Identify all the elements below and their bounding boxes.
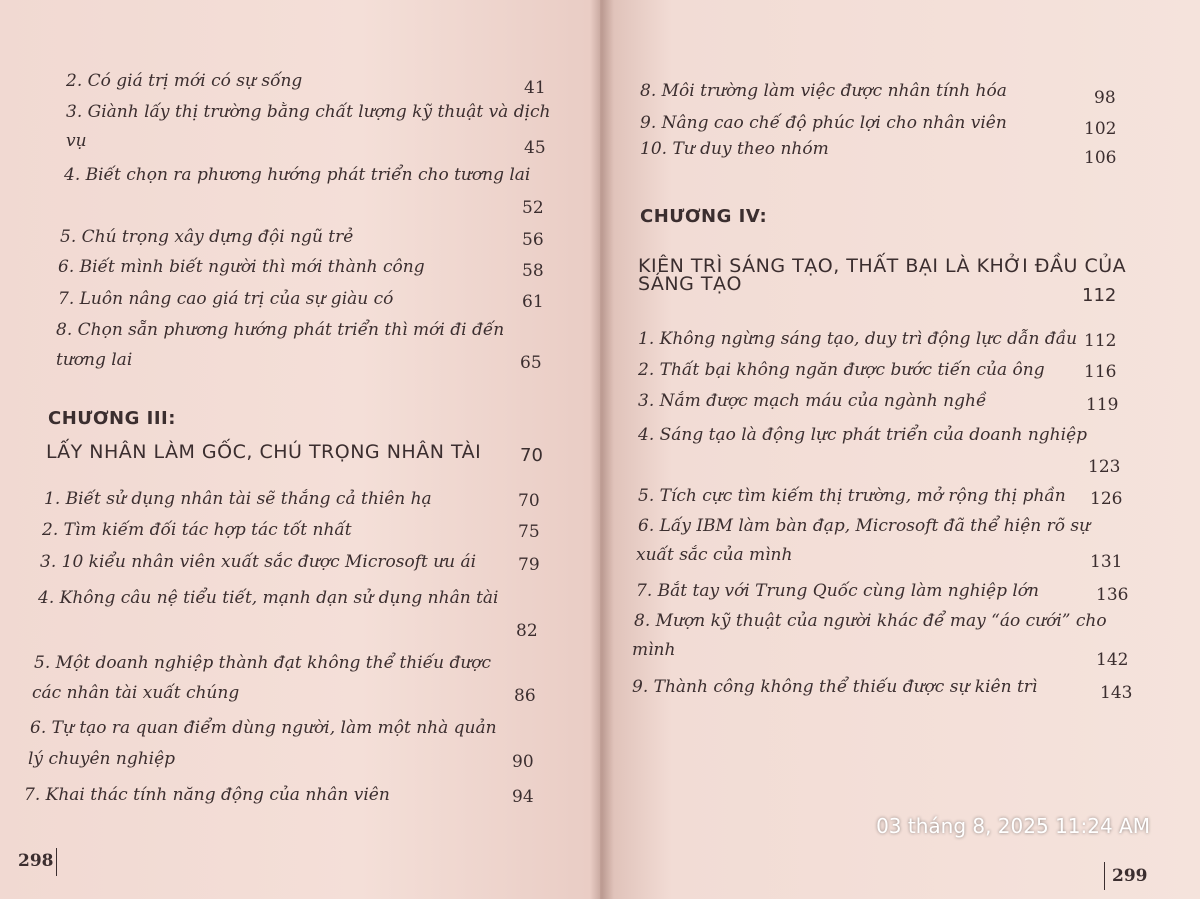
toc-entry-text: 4. Sáng tạo là động lực phát triển của doanh nghiệp <box>638 425 1088 445</box>
toc-entry-page: 75 <box>518 522 540 542</box>
toc-entry-page: 112 <box>1084 331 1117 351</box>
toc-entry-page: 136 <box>1096 585 1129 605</box>
toc-entry-text: 3. Nắm được mạch máu của ngành nghề <box>638 391 987 411</box>
toc-entry-page: 86 <box>514 686 536 706</box>
toc-entry-text: 3. 10 kiểu nhân viên xuất sắc được Microsoft ưu ái <box>40 552 477 572</box>
toc-entry-text: 6. Tự tạo ra quan điểm dùng người, làm một nhà quản <box>30 718 497 738</box>
chapter-page: 112 <box>1082 285 1117 306</box>
toc-entry-text: 2. Thất bại không ngăn được bước tiến của ông <box>638 360 1045 380</box>
toc-entry-page: 52 <box>522 198 544 218</box>
chapter-title-cont: SÁNG TẠO <box>638 273 742 295</box>
chapter-title: LẤY NHÂN LÀM GỐC, CHÚ TRỌNG NHÂN TÀI <box>46 441 482 463</box>
toc-entry-text: 9. Thành công không thể thiếu được sự kiên trì <box>632 677 1038 697</box>
toc-entry-page: 142 <box>1096 650 1129 670</box>
toc-entry-page: 126 <box>1090 489 1123 509</box>
page-number: 299 <box>1112 866 1148 886</box>
toc-entry-page: 123 <box>1088 457 1121 477</box>
toc-entry-page: 116 <box>1084 362 1117 382</box>
toc-entry-text: 4. Không câu nệ tiểu tiết, mạnh dạn sử dụng nhân tài <box>38 588 499 608</box>
photo-timestamp: 03 tháng 8, 2025 11:24 AM <box>876 814 1150 838</box>
toc-entry-text-cont: mình <box>632 640 676 660</box>
chapter-title: KIÊN TRÌ SÁNG TẠO, THẤT BẠI LÀ KHỞI ĐẦU CỦA <box>638 255 1127 277</box>
chapter-page: 70 <box>520 445 543 466</box>
toc-entry-text: 2. Tìm kiếm đối tác hợp tác tốt nhất <box>42 520 352 540</box>
toc-entry-page: 70 <box>518 491 540 511</box>
toc-entry-page: 143 <box>1100 683 1133 703</box>
toc-entry-page: 58 <box>522 261 544 281</box>
toc-entry-text: 7. Bắt tay với Trung Quốc cùng làm nghiệp lớn <box>636 581 1039 601</box>
toc-entry-text-cont: tương lai <box>56 350 133 370</box>
toc-entry-page: 102 <box>1084 119 1117 139</box>
toc-entry-page: 94 <box>512 787 534 807</box>
folio-divider <box>1104 862 1105 890</box>
toc-entry-text: 1. Biết sử dụng nhân tài sẽ thắng cả thiên hạ <box>44 489 432 509</box>
toc-entry-text: 8. Môi trường làm việc được nhân tính hóa <box>640 81 1007 101</box>
page-number: 298 <box>18 851 54 871</box>
chapter-label: CHƯƠNG III: <box>48 408 176 429</box>
toc-entry-page: 45 <box>524 138 546 158</box>
toc-entry-page: 79 <box>518 555 540 575</box>
toc-entry-text: 6. Biết mình biết người thì mới thành công <box>58 257 425 277</box>
toc-entry-text: 7. Khai thác tính năng động của nhân viên <box>24 785 390 805</box>
toc-entry-page: 106 <box>1084 148 1117 168</box>
toc-entry-text-cont: lý chuyên nghiệp <box>28 749 176 769</box>
toc-entry-text: 9. Nâng cao chế độ phúc lợi cho nhân viên <box>640 113 1007 133</box>
toc-entry-page: 65 <box>520 353 542 373</box>
toc-entry-text: 5. Tích cực tìm kiếm thị trường, mở rộng thị phần <box>638 486 1066 506</box>
toc-entry-page: 82 <box>516 621 538 641</box>
toc-entry-text: 3. Giành lấy thị trường bằng chất lượng kỹ thuật và dịch <box>66 102 551 122</box>
toc-entry-text: 10. Tư duy theo nhóm <box>640 139 829 159</box>
toc-entry-page: 56 <box>522 230 544 250</box>
toc-entry-text-cont: các nhân tài xuất chúng <box>32 683 240 703</box>
toc-entry-page: 98 <box>1094 88 1116 108</box>
folio-divider <box>56 848 57 876</box>
toc-entry-text: 5. Một doanh nghiệp thành đạt không thể thiếu được <box>34 653 492 673</box>
toc-entry-page: 61 <box>522 292 544 312</box>
toc-entry-page: 131 <box>1090 552 1123 572</box>
toc-entry-text: 6. Lấy IBM làm bàn đạp, Microsoft đã thể hiện rõ sự <box>638 516 1091 536</box>
toc-entry-text-cont: xuất sắc của mình <box>636 545 793 565</box>
toc-entry-page: 119 <box>1086 395 1119 415</box>
toc-entry-page: 90 <box>512 752 534 772</box>
toc-entry-text: 1. Không ngừng sáng tạo, duy trì động lực dẫn đầu <box>638 329 1078 349</box>
toc-entry-text: 8. Chọn sẵn phương hướng phát triển thì mới đi đến <box>56 320 505 340</box>
book-spine <box>590 0 614 899</box>
toc-entry-text: 2. Có giá trị mới có sự sống <box>66 71 303 91</box>
toc-entry-text: 5. Chú trọng xây dựng đội ngũ trẻ <box>60 227 354 247</box>
toc-entry-text: 7. Luôn nâng cao giá trị của sự giàu có <box>58 289 394 309</box>
toc-entry-text: 4. Biết chọn ra phương hướng phát triển cho tương lai <box>64 165 531 185</box>
right-page <box>600 0 1200 899</box>
toc-entry-text-cont: vụ <box>66 131 87 151</box>
chapter-label: CHƯƠNG IV: <box>640 206 768 227</box>
toc-entry-text: 8. Mượn kỹ thuật của người khác để may “áo cưới” cho <box>634 611 1107 631</box>
toc-entry-page: 41 <box>524 78 546 98</box>
